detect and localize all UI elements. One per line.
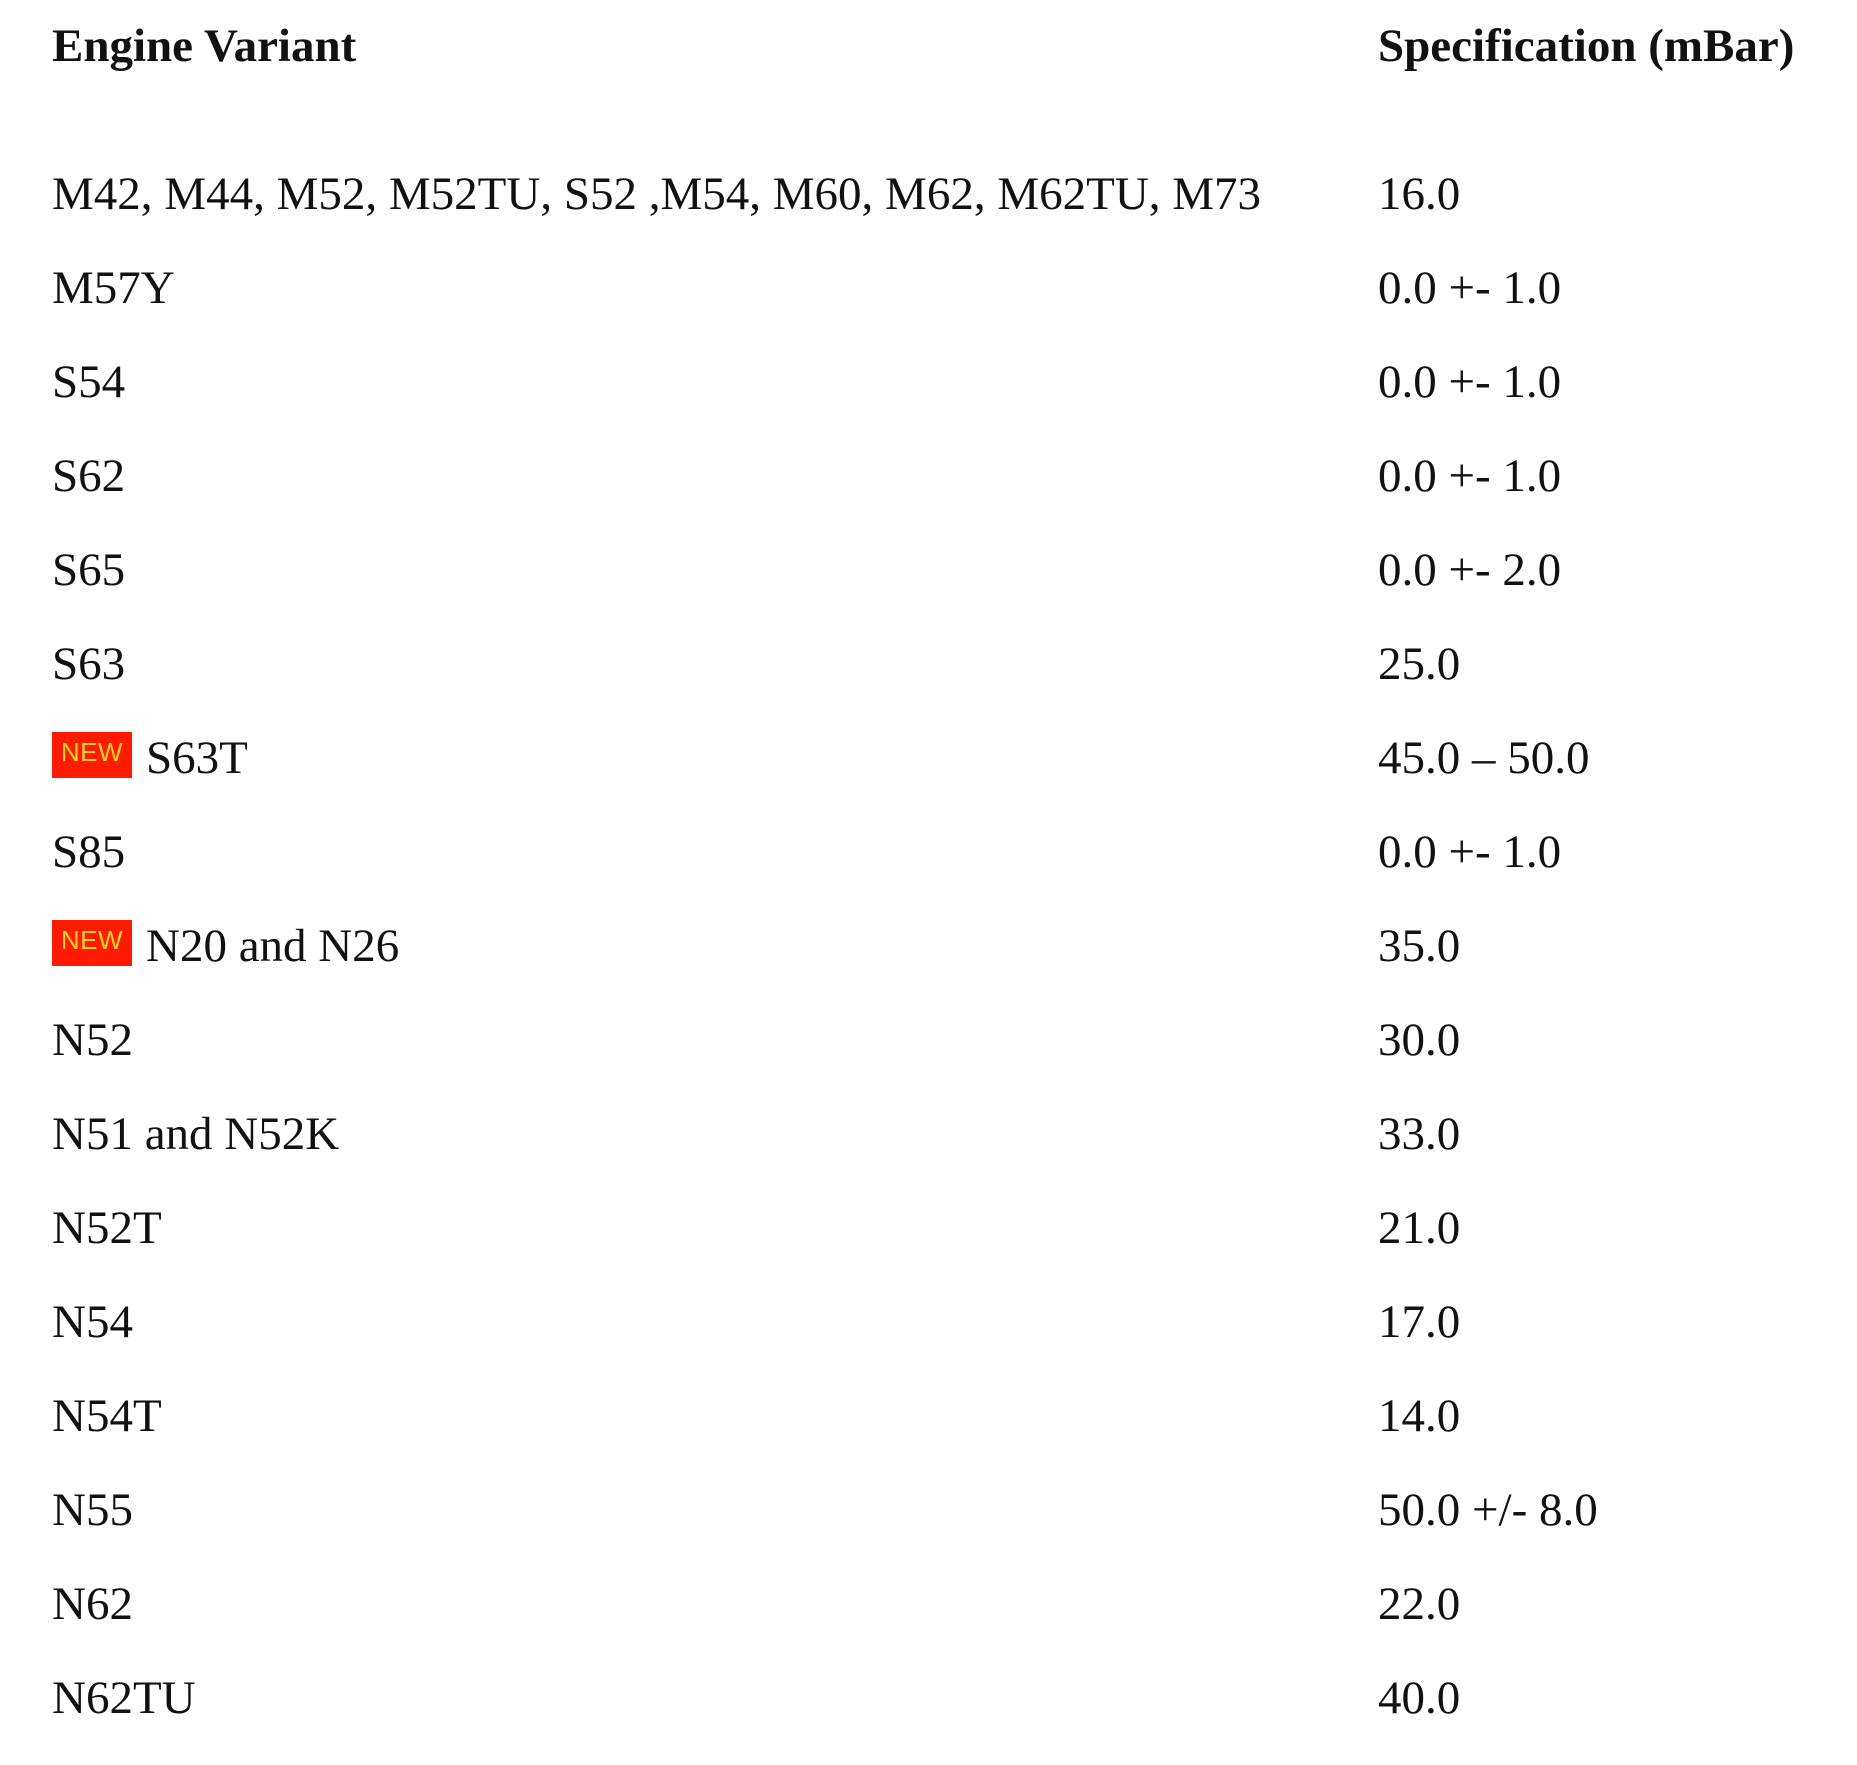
specification-cell: 25.0 <box>1378 638 1461 690</box>
table-row <box>0 230 1857 324</box>
engine-variant-cell <box>52 730 248 786</box>
specification-cell: 0.0 +- 1.0 <box>1378 262 1562 314</box>
specification-cell: 30.0 <box>1378 1014 1461 1066</box>
table-row <box>0 1546 1857 1640</box>
specification-cell: 17.0 <box>1378 1296 1461 1348</box>
engine-variant-text: N52T <box>52 1202 162 1254</box>
engine-variant-cell <box>52 1482 133 1538</box>
table-row <box>0 1358 1857 1452</box>
engine-variant-text: S62 <box>52 450 126 502</box>
header-specification: Specification (mBar) <box>1378 20 1795 72</box>
specification-cell: 0.0 +- 1.0 <box>1378 450 1562 502</box>
table-row <box>0 794 1857 888</box>
specification-cell: 35.0 <box>1378 920 1461 972</box>
engine-variant-text: S63T <box>146 732 248 784</box>
engine-variant-text: N20 and N26 <box>146 920 400 972</box>
specification-cell: 0.0 +- 1.0 <box>1378 826 1562 878</box>
engine-variant-cell <box>52 166 1272 222</box>
engine-variant-cell <box>52 260 175 316</box>
specification-cell: 40.0 <box>1378 1672 1461 1724</box>
engine-variant-cell <box>52 1388 162 1444</box>
engine-variant-text: N54 <box>52 1296 133 1348</box>
table-row <box>0 1452 1857 1546</box>
engine-variant-text: M42, M44, M52, M52TU, S52 ,M54, M60, M62, M62TU, M73 <box>52 168 1262 220</box>
engine-variant-cell <box>52 542 125 598</box>
engine-variant-cell <box>52 1106 339 1162</box>
engine-variant-text: S85 <box>52 826 126 878</box>
table-row <box>0 324 1857 418</box>
engine-variant-cell <box>52 448 125 504</box>
engine-variant-text: M57Y <box>52 262 175 314</box>
table-row <box>0 1170 1857 1264</box>
table-row <box>0 888 1857 982</box>
new-badge: NEW <box>52 920 132 966</box>
engine-variant-text: S54 <box>52 356 126 408</box>
specification-cell: 45.0 – 50.0 <box>1378 732 1590 784</box>
engine-variant-text: N55 <box>52 1484 133 1536</box>
engine-variant-cell <box>52 1670 196 1726</box>
table-row <box>0 1640 1857 1734</box>
engine-variant-cell <box>52 1200 162 1256</box>
specification-cell: 14.0 <box>1378 1390 1461 1442</box>
engine-variant-cell <box>52 824 125 880</box>
table-row <box>0 100 1857 230</box>
engine-variant-text: N54T <box>52 1390 162 1442</box>
specification-cell: 22.0 <box>1378 1578 1461 1630</box>
engine-variant-text: N52 <box>52 1014 133 1066</box>
table-row <box>0 606 1857 700</box>
engine-variant-cell <box>52 636 125 692</box>
engine-variant-text: N62TU <box>52 1672 196 1724</box>
specification-cell: 21.0 <box>1378 1202 1461 1254</box>
engine-variant-text: S63 <box>52 638 126 690</box>
table-row <box>0 700 1857 794</box>
engine-variant-text: N62 <box>52 1578 133 1630</box>
specification-cell: 0.0 +- 1.0 <box>1378 356 1562 408</box>
engine-variant-cell <box>52 354 125 410</box>
new-badge: NEW <box>52 732 132 778</box>
header-engine-variant: Engine Variant <box>52 20 357 72</box>
engine-variant-text: N51 and N52K <box>52 1108 340 1160</box>
engine-variant-text: S65 <box>52 544 126 596</box>
table-header <box>0 0 1857 100</box>
specification-cell: 50.0 +/- 8.0 <box>1378 1484 1598 1536</box>
engine-variant-cell <box>52 1294 133 1350</box>
table-row <box>0 418 1857 512</box>
engine-variant-cell <box>52 1012 133 1068</box>
table-row <box>0 982 1857 1076</box>
table-row <box>0 1264 1857 1358</box>
engine-variant-cell <box>52 1576 133 1632</box>
table-row <box>0 512 1857 606</box>
table-row <box>0 1076 1857 1170</box>
engine-variant-cell <box>52 918 399 974</box>
specification-cell: 33.0 <box>1378 1108 1461 1160</box>
specification-cell: 16.0 <box>1378 168 1461 220</box>
specification-cell: 0.0 +- 2.0 <box>1378 544 1562 596</box>
